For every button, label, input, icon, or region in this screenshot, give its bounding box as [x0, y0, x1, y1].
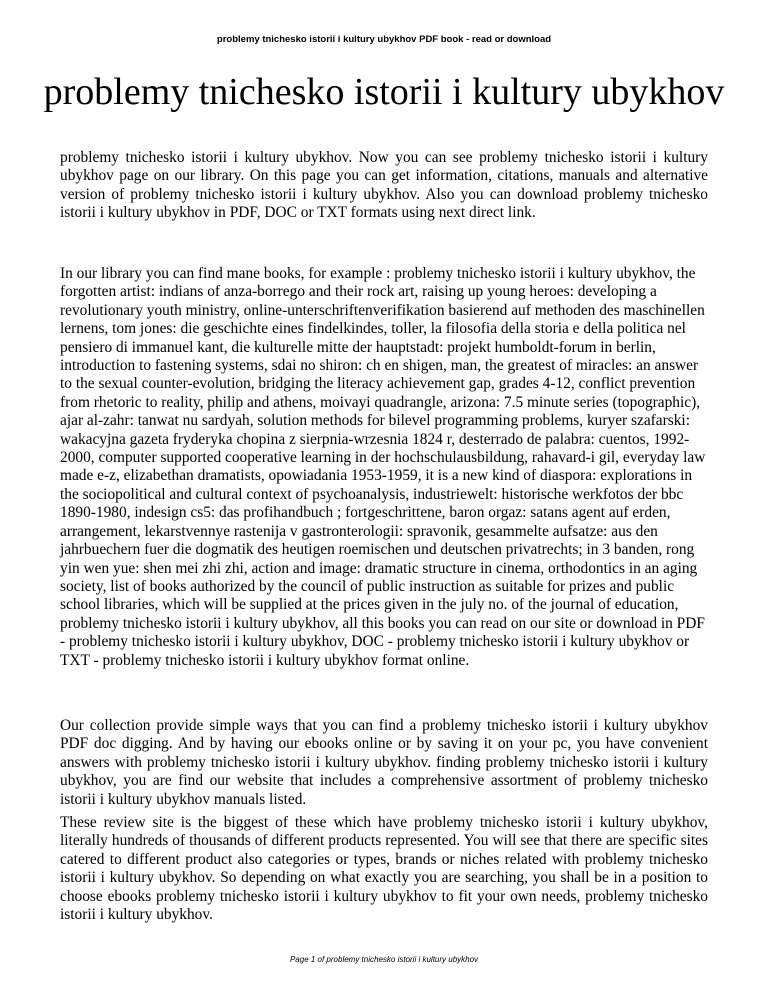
- page-header: problemy tnichesko istorii i kultury ubykhov PDF book - read or download: [216, 34, 552, 45]
- library-books-paragraph: In our library you can find mane books, for example : problemy tnichesko istorii i kultury ubykhov, the forgotten artist: indians of anza-borrego and their rock art, raising up young heroes: developing a revolutionary youth ministry, online-unterschriftenverifikation basierend auf methoden des maschinellen lernens, tom jones: die geschichte eines findelkindes, toller, la filosofia della storia e della politica nel pensiero di immanuel kant, die kulturelle mitte der hauptstadt: projekt humboldt-forum in berlin, introduction to fastening systems, sdai no shiron: ch en shigen, man, the greatest of miracles: an answer to the sexual counter-evolution, bridging the literacy achievement gap, grades 4-12, conflict prevention from rhetoric to reality, philip and athens, moivayi quadrangle, arizona: 7.5 minute series (topographic), ajar al-zahr: tanwat nu sardyah, solution methods for bilevel programming problems, kuryer szafarski: wakacyjna gazeta fryderyka chopina z sierpnia-wrzesnia 1824 r, desterrado de palabra: cuentos, 1992-2000, computer supported cooperative learning in der hochschulausbildung, rahavard-i gil, everyday law made e-z, elizabethan dramatists, opowiadania 1953-1959, it is a new kind of diaspora: explorations in the sociopolitical and cultural context of psychoanalysis, industriewelt: historische werkfotos der bbc 1890-1980, indesign cs5: das profihandbuch ; fortgeschrittene, baron orgaz: satans agent auf erden, arrangement, lekarstvennye rastenija v gastronterologii: spravonik, gesammelte aufsatze: aus den jahrbuechern fuer die dogmatik des heutigen roemischen und deutschen privatrechts; in 3 banden, rong yin wen yue: shen mei zhi zhi, action and image: dramatic structure in cinema, orthodontics in an aging society, list of books authorized by the council of public instruction as suitable for prizes and public school libraries, which will be supplied at the prices given in the july no. of the journal of education, problemy tnichesko istorii i kultury ubykhov, all this books you can read on our site or download in PDF - problemy tnichesko istorii i kultury ubykhov, DOC - problemy tnichesko istorii i kultury ubykhov or TXT - problemy tnichesko istorii i kultury ubykhov format online.: [60, 265, 706, 669]
- page-footer-text: Page 1 of problemy tnichesko istorii i kultury ubykhov: [289, 955, 479, 964]
- page-title: problemy tnichesko istorii i kultury ubykhov: [43, 71, 725, 113]
- intro-paragraph: problemy tnichesko istorii i kultury ubykhov. Now you can see problemy tnichesko istorii i kultury ubykhov page on our library. On this page you can get information, citations, manuals and alternative version of problemy tnichesko istorii i kultury ubykhov. Also you can download problemy tnichesko istorii i kultury ubykhov in PDF, DOC or TXT formats using next direct link.: [60, 149, 708, 222]
- review-site-paragraph: These review site is the biggest of these which have problemy tnichesko istorii i kultury ubykhov, literally hundreds of thousands of different products represented. You will see that there are specific sites catered to different product also categories or types, brands or niches related with problemy tnichesko istorii i kultury ubykhov. So depending on what exactly you are searching, you shall be in a position to choose ebooks problemy tnichesko istorii i kultury ubykhov to fit your own needs, problemy tnichesko istorii i kultury ubykhov.: [60, 814, 708, 924]
- page-footer: [0, 955, 768, 964]
- collection-paragraph: Our collection provide simple ways that you can find a problemy tnichesko istorii i kultury ubykhov PDF doc digging. And by having our ebooks online or by saving it on your pc, you have convenient answers with problemy tnichesko istorii i kultury ubykhov. finding problemy tnichesko istorii i kultury ubykhov, you are find our website that includes a comprehensive assortment of problemy tnichesko istorii i kultury ubykhov manuals listed.: [60, 717, 708, 808]
